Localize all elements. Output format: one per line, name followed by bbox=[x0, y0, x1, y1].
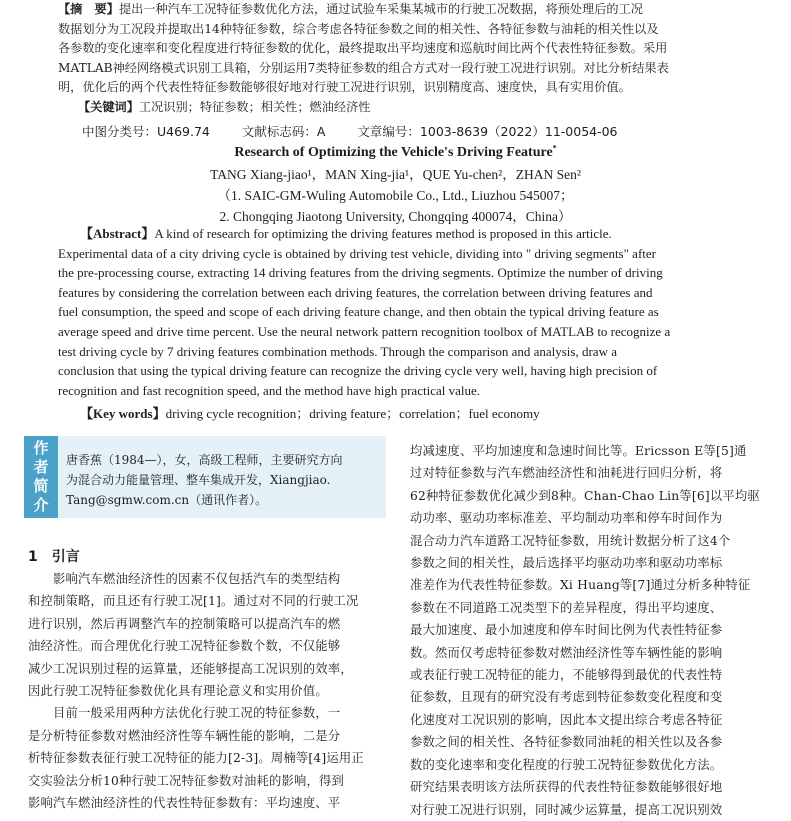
keywords-cn-label: 【关键词】 bbox=[78, 100, 139, 114]
body-line: 参数之间的相关性、各特征参数同油耗的相关性以及各参 bbox=[410, 735, 723, 750]
abstract-en-line: conclusion that using the typical driving feature can recognize the driving cycle very well, having high precision of bbox=[58, 363, 658, 379]
abstract-cn-label: 【摘 要】 bbox=[58, 2, 119, 16]
author-intro-tag-char: 者 bbox=[33, 458, 49, 476]
body-line: 数。然而仅考虑特征参数对燃油经济性等车辆性能的影响 bbox=[410, 645, 723, 660]
body-line: 征参数，且现有的研究没有考虑到特征参数变化程度和变 bbox=[410, 690, 723, 705]
classification-row bbox=[82, 122, 762, 140]
author-intro-line: Tang@sgmw.com.cn（通讯作者）。 bbox=[66, 493, 268, 507]
body-line: 过对特征参数与汽车燃油经济性和油耗进行回归分析，将 bbox=[410, 466, 723, 481]
body-line: 目前一般采用两种方法优化行驶工况的特征参数，一 bbox=[28, 706, 341, 721]
body-line: 析特征参数表征行驶工况特征的能力[2-3]。周楠等[4]运用正 bbox=[28, 751, 364, 766]
document-code: 文献标志码：A bbox=[241, 124, 326, 139]
clc-number: 中图分类号：U469.74 bbox=[82, 124, 210, 139]
body-line: 和控制策略，而且还有行驶工况[1]。通过对不同的行驶工况 bbox=[28, 594, 359, 609]
title-en-text: Research of Optimizing the Vehicle's Driving Feature bbox=[234, 145, 553, 160]
body-line: 进行识别，然后再调整汽车的控制策略可以提高汽车的燃 bbox=[28, 616, 341, 631]
author-intro-line: 唐香蕉（1984—），女，高级工程师，主要研究方向 bbox=[66, 453, 343, 467]
abstract-cn-text: 提出一种汽车工况特征参数优化方法，通过试验车采集某城市的行驶工况数据，将预处理后的工况 bbox=[118, 2, 643, 16]
title-en bbox=[0, 145, 791, 161]
abstract-en-line: test driving cycle by 7 driving features combination methods. Through the comparison and analysis, draw a bbox=[58, 343, 617, 359]
body-line: 减少工况识别过程的运算量，还能够提高工况识别的效率， bbox=[28, 661, 353, 676]
body-line: 影响汽车燃油经济性的代表性特征参数有：平均速度、平 bbox=[28, 796, 341, 811]
abstract-en bbox=[58, 224, 748, 400]
body-line: 研究结果表明该方法所获得的代表性特征参数能够很好地 bbox=[410, 780, 723, 795]
author-names: TANG Xiang-jiao¹，MAN Xing-jia¹，QUE Yu-chen²，ZHAN Sen² bbox=[210, 167, 581, 182]
author-intro-tag-char: 简 bbox=[33, 477, 49, 495]
body-line: 准差作为代表性特征参数。Xi Huang等[7]通过分析多种特征 bbox=[410, 578, 751, 593]
body-line: 化速度对工况识别的影响，因此本文提出综合考虑各特征 bbox=[410, 712, 723, 727]
body-line: 动功率、驱动功率标准差、平均制动功率和停车时间作为 bbox=[410, 511, 723, 526]
body-line: 62种特征参数优化减少到8种。Chan-Chao Lin等[6]以平均驱 bbox=[410, 488, 760, 503]
body-line: 是分析特征参数对燃油经济性等车辆性能的影响，二是分 bbox=[28, 728, 341, 743]
body-line: 均减速度、平均加速度和急速时间比等。Ericsson E等[5]通 bbox=[410, 444, 747, 458]
abstract-en-line: features by considering the correlation between each driving features, the correlation between driving features and bbox=[58, 284, 653, 300]
abstract-en-label: 【Abstract】 bbox=[80, 226, 155, 241]
right-column bbox=[410, 440, 770, 821]
keywords-en-label: 【Key words】 bbox=[80, 406, 166, 421]
affiliation-2: 2. Chongqing Jiaotong University, Chongqing 400074，China） bbox=[219, 209, 572, 224]
section-heading: 1 引言 bbox=[28, 549, 80, 565]
article-number: 文章编号：1003-8639（2022）11-0054-06 bbox=[357, 124, 618, 139]
left-column bbox=[28, 568, 386, 814]
abstract-cn bbox=[58, 0, 748, 98]
author-intro-tag bbox=[24, 436, 58, 518]
author-intro-tag-char: 介 bbox=[33, 496, 49, 514]
author-intro-box bbox=[24, 436, 386, 518]
abstract-cn-line: MATLAB神经网络模式识别工具箱，分别运用7类特征参数的组合方式对一段行驶工况进行识别。对比分析结果表 bbox=[58, 60, 669, 75]
keywords-en bbox=[80, 404, 760, 424]
abstract-cn-line: 数据划分为工况段并提取出14种特征参数，综合考虑各特征参数之间的相关性、各特征参数与油耗的相关性以及 bbox=[58, 21, 659, 36]
author-intro-line: 为混合动力能量管理、整车集成开发，Xiangjiao. bbox=[66, 473, 331, 487]
body-line: 参数在不同道路工况类型下的差异程度，得出平均速度、 bbox=[410, 600, 723, 615]
title-footnote-mark: * bbox=[552, 143, 557, 153]
body-line: 混合动力汽车道路工况特征参数，用统计数据分析了这4个 bbox=[410, 533, 731, 548]
abstract-cn-line bbox=[58, 0, 748, 20]
author-intro-text bbox=[66, 450, 382, 510]
body-line: 影响汽车燃油经济性的因素不仅包括汽车的类型结构 bbox=[28, 572, 341, 586]
body-line: 参数之间的相关性，最后选择平均驱动功率和驱动功率标 bbox=[410, 556, 723, 571]
keywords-en-text: driving cycle recognition；driving feature；correlation；fuel economy bbox=[165, 406, 540, 421]
body-line: 数的变化速率和变化程度的行驶工况特征参数优化方法。 bbox=[410, 757, 723, 772]
abstract-en-line: the pre-processing course, extracting 14 driving features from the driving segments. Optimize the number of driving bbox=[58, 265, 663, 281]
abstract-en-line: fuel consumption, the speed and scope of each driving feature change, and then obtain the typical driving feature as bbox=[58, 304, 659, 320]
body-line: 因此行驶工况特征参数优化具有理论意义和实用价值。 bbox=[28, 684, 328, 699]
author-intro-tag-char: 作 bbox=[33, 439, 49, 457]
abstract-en-line: A kind of research for optimizing the driving features method is proposed in this article. bbox=[154, 226, 612, 241]
body-line: 油经济性。而合理优化行驶工况特征参数个数，不仅能够 bbox=[28, 639, 341, 654]
abstract-en-line: recognition and fast recognition speed, and the method have high practical value. bbox=[58, 382, 480, 398]
abstract-en-line: Experimental data of a city driving cycle is obtained by driving test vehicle, dividing into " driving segments" after bbox=[58, 245, 656, 261]
body-line: 最大加速度、最小加速度和停车时间比例为代表性特征参 bbox=[410, 623, 723, 638]
body-line: 对行驶工况进行识别，同时减少运算量，提高工况识别效 bbox=[410, 802, 723, 817]
body-line: 交实验法分析10种行驶工况特征参数对油耗的影响，得到 bbox=[28, 773, 344, 788]
abstract-en-line: average speed and drive time percent. Use the neural network pattern recognition toolbox of MATLAB to recognize a bbox=[58, 323, 671, 339]
keywords-cn bbox=[78, 98, 738, 118]
abstract-cn-line: 明，优化后的两个代表性特征参数能够很好地对行驶工况进行识别，识别精度高、速度快，具有实用价值。 bbox=[58, 80, 631, 95]
body-line: 或表征行驶工况特征的能力，不能够得到最优的代表性特 bbox=[410, 668, 723, 683]
affiliation-1: （1. SAIC-GM-Wuling Automobile Co., Ltd., Liuzhou 545007； bbox=[217, 188, 574, 203]
keywords-cn-text: 工况识别；特征参数；相关性；燃油经济性 bbox=[138, 100, 371, 114]
authors-en bbox=[0, 164, 791, 227]
abstract-cn-line: 各参数的变化速率和变化程度进行特征参数的优化，最终提取出平均速度和巡航时间比两个代表性特征参数。采用 bbox=[58, 41, 668, 56]
